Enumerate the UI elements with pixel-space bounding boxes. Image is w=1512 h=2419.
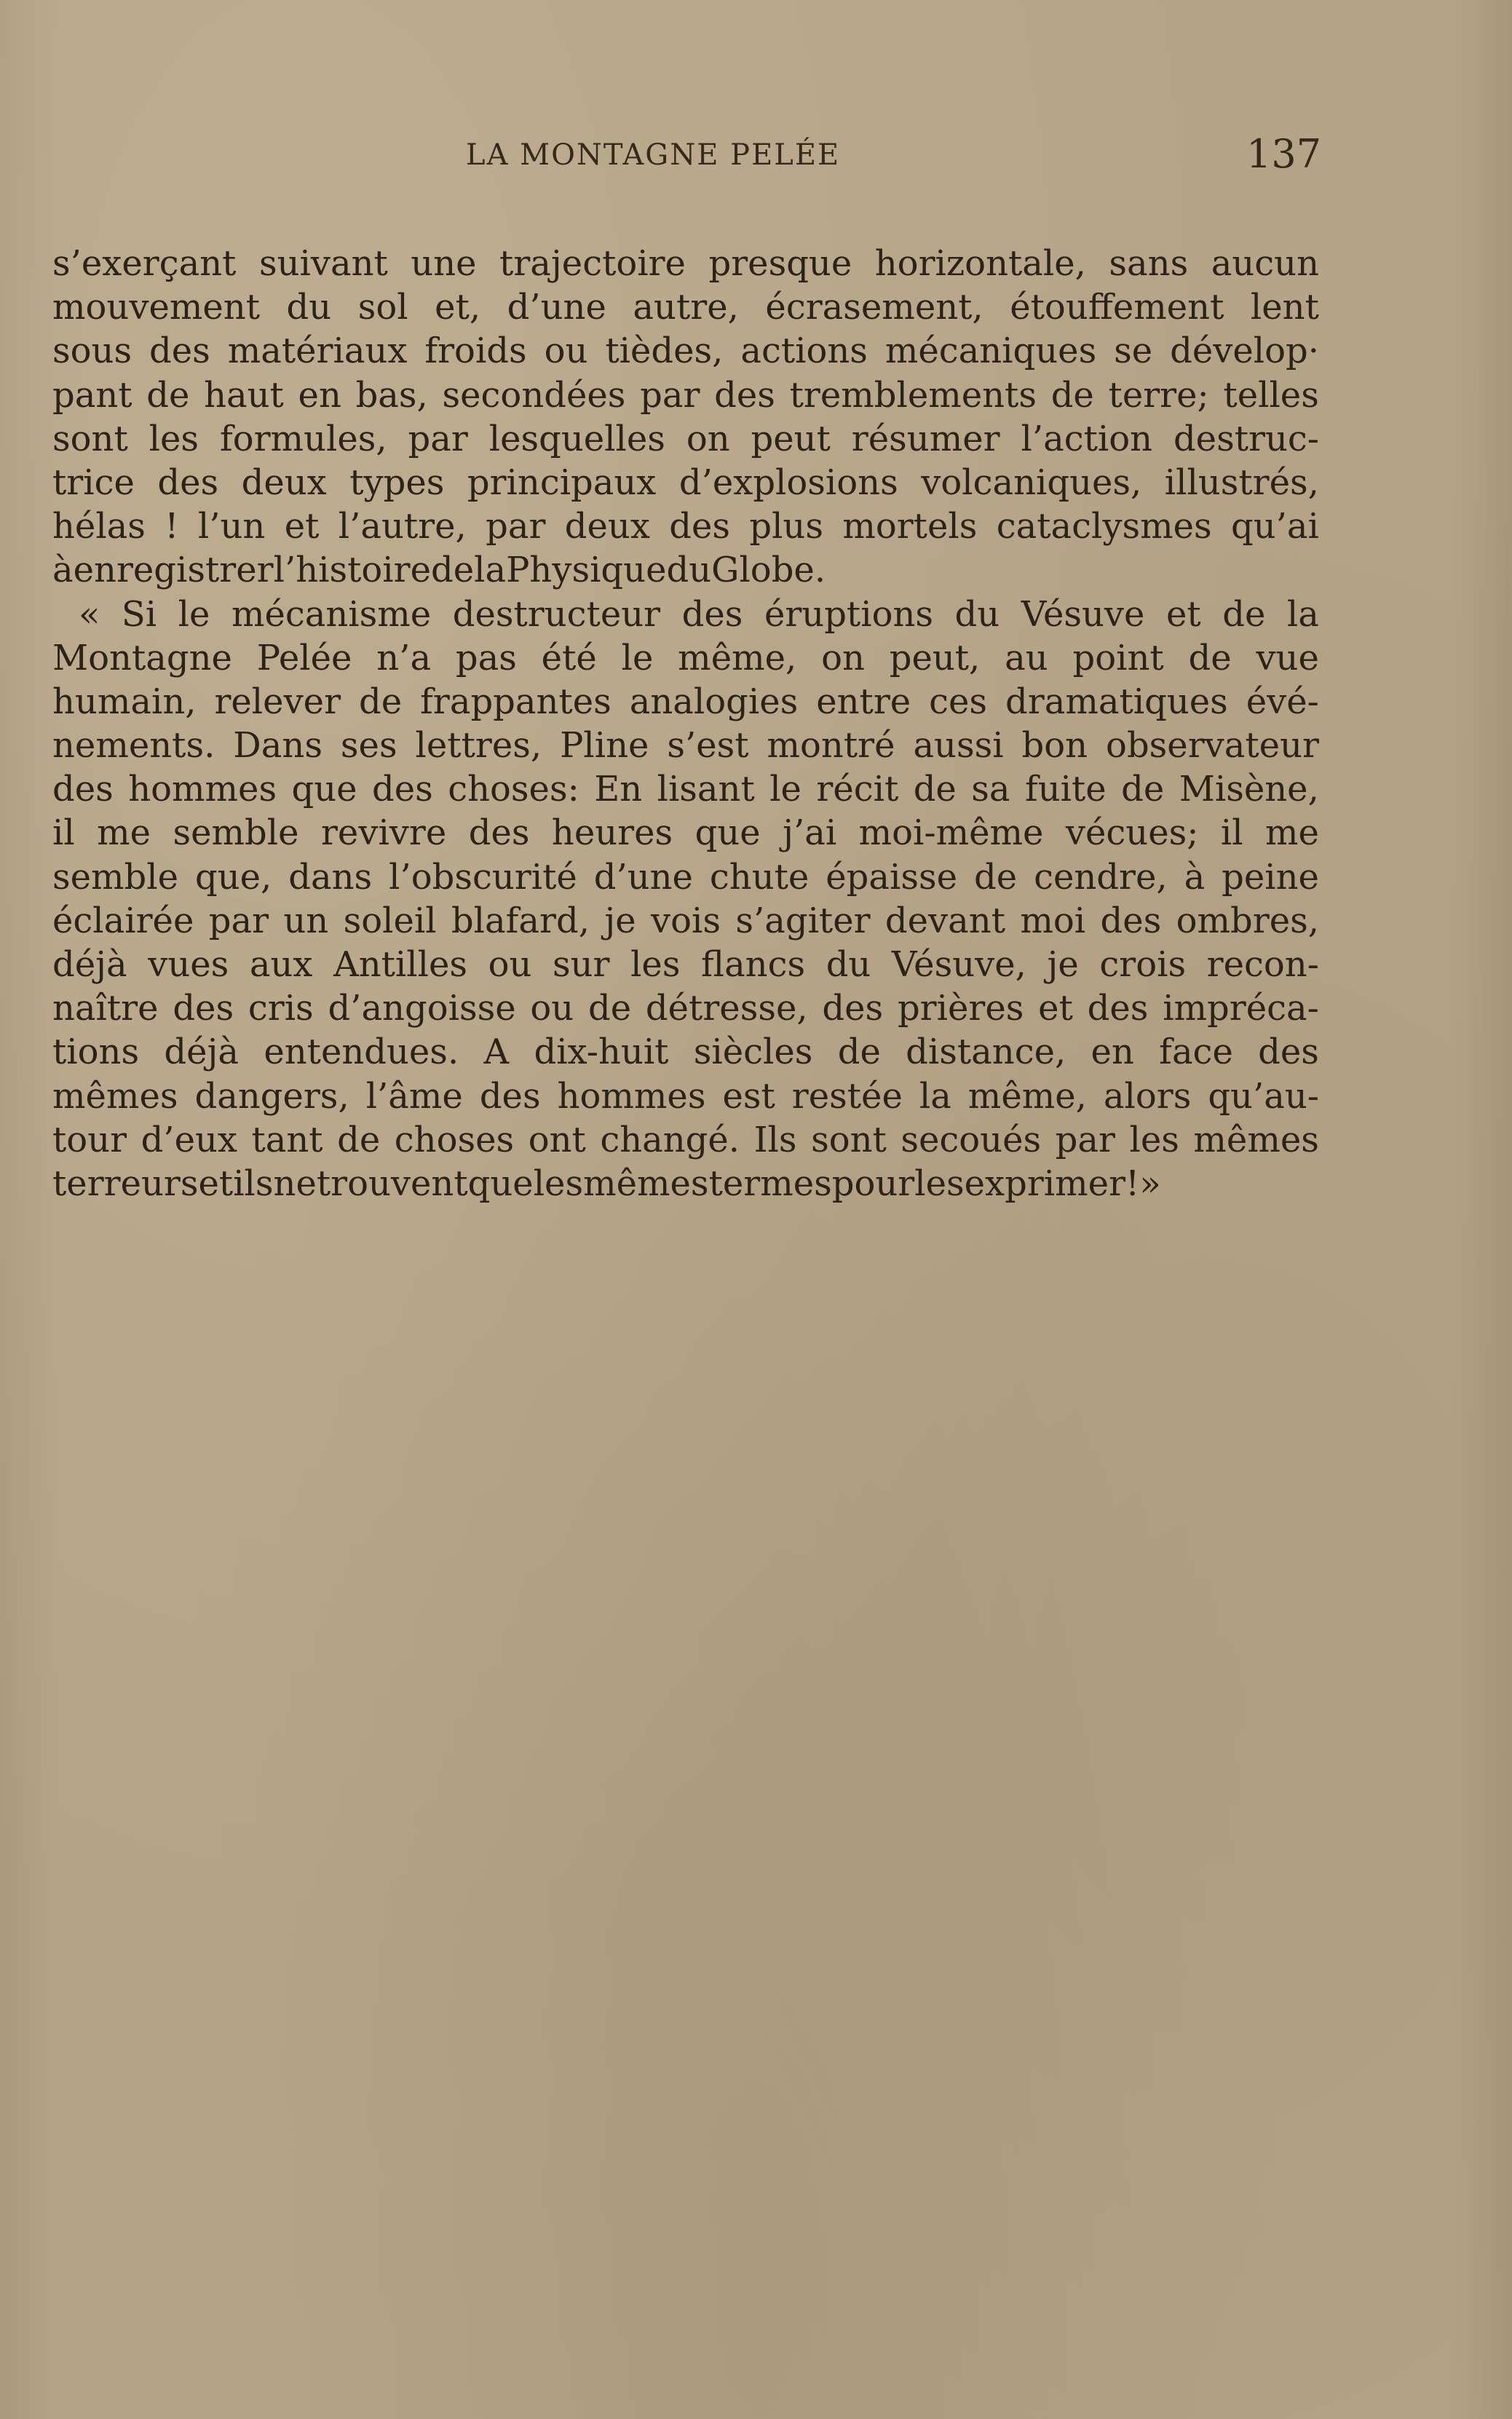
word: plus [749,506,823,547]
word: » [1139,1163,1161,1204]
word: dangers, [194,1075,349,1117]
word: j’ai [783,812,837,854]
word: par [208,900,269,941]
text-line [52,285,1319,329]
text-line [52,943,1319,986]
word: entendues. [264,1032,459,1073]
word: des [372,769,433,810]
word: tièdes, [605,330,724,372]
word: mêmes [583,1163,709,1204]
word: les [630,944,681,985]
word: de [1222,593,1266,635]
word: ne [273,1163,317,1204]
word: autre, [633,287,739,328]
word: et [198,1163,234,1204]
text-line [52,767,1319,811]
text-line [52,593,1319,636]
word: mêmes [1193,1119,1319,1160]
word: pas [455,637,517,678]
word: pour [831,1163,915,1204]
word: recon- [1206,944,1319,985]
word: dix-huit [534,1032,669,1073]
word: restée [791,1075,903,1117]
word: l’un [197,506,266,547]
word: relever [214,681,341,722]
word: Montagne [52,637,232,678]
word: hommes [128,769,277,810]
word: Vésuve [1021,593,1145,635]
word: épaisse [826,856,958,898]
word: des [822,988,884,1029]
word: été [541,637,597,678]
word: choses: [448,769,579,810]
word: choses [394,1119,515,1160]
word: résumer [851,418,1000,459]
word: cataclysmes [996,506,1212,547]
word: ! [165,506,179,547]
word: des [669,506,730,547]
word: En [594,769,643,810]
running-title: LA MONTAGNE PELÉE [466,138,841,172]
word: de [1188,637,1232,678]
word: humain, [52,681,197,722]
word: des [157,462,219,503]
word: du [826,944,871,985]
word: de [913,769,957,810]
word: n’a [376,637,432,678]
word: formules, [219,418,387,459]
word: en [1091,1032,1134,1073]
word: soleil [343,900,437,941]
word: à [1184,856,1206,898]
word: aucun [1211,243,1319,284]
word: prières [897,988,1024,1029]
word: sans [1109,243,1189,284]
word: le [621,637,654,678]
word: les [149,418,199,459]
word: froids [424,330,527,372]
word: la [1286,593,1319,635]
word: ou [544,330,588,372]
word: ces [929,681,988,722]
word: et [284,506,320,547]
word: du [954,593,1000,635]
word: frappantes [420,681,611,722]
word: montré [767,725,895,767]
word: des [149,330,210,372]
word: blafard, [451,900,590,941]
word: vécues; [1065,812,1199,854]
word: lettres, [415,725,542,767]
word: moi-même [858,812,1044,854]
word: moi [1020,900,1086,941]
word: de [837,1032,881,1073]
word: telles [1223,374,1319,416]
text-line [52,242,1319,285]
word: flancs [701,944,806,985]
word: et, [435,287,481,328]
word: lesquelles [488,418,665,459]
word: destructeur [452,593,661,635]
word: observateur [1106,725,1319,767]
word: l’obscurité [389,856,577,898]
word: Vésuve, [891,944,1026,985]
word: d’explosions [678,462,898,503]
word: mécanisme [231,593,432,635]
word: sol [357,287,408,328]
word: vues [148,944,229,985]
word: étouffement [1010,287,1224,328]
word: ses [340,725,397,767]
word: la [919,1075,951,1117]
word: de [1050,374,1094,416]
text-line [52,1074,1319,1118]
word: bas, [355,374,428,416]
word: est [722,1075,775,1117]
word: tremblements [789,374,1037,416]
word: par [486,506,546,547]
word: terreurs [52,1163,199,1204]
word: me [97,812,151,854]
word: du [286,287,332,328]
word: hommes [557,1075,706,1117]
word: vois [650,900,721,941]
word: la [474,550,507,591]
word: analogies [629,681,799,722]
word: d’angoisse [328,988,516,1029]
word: évé- [1246,681,1319,722]
word: Antilles [333,944,468,985]
word: ou [488,944,532,985]
word: illustrés, [1164,462,1319,503]
word: au [1005,637,1048,678]
text-line [52,899,1319,943]
word: on [821,637,865,678]
word: qu’ai [1231,506,1319,547]
word: secoués [901,1119,1042,1160]
word: tour [52,1119,127,1160]
word: un [283,900,329,941]
word: des [52,769,114,810]
word: sont [52,418,128,459]
word: sous [52,330,132,372]
word: entre [816,681,911,722]
word: éclairée [52,900,194,941]
word: cris [248,988,314,1029]
word: Dans [233,725,322,767]
word: devant [884,900,1005,941]
word: alors [1103,1075,1192,1117]
word: d’eux [140,1119,237,1160]
word: l’action [1021,418,1153,459]
word: A [483,1032,510,1073]
word: tant [251,1119,323,1160]
word: secondées [442,374,626,416]
word: des [173,988,234,1029]
word: s’agiter [735,900,871,941]
word: dramatiques [1005,681,1228,722]
word: éruptions [764,593,934,635]
word: se [1114,330,1153,372]
word: trice [52,462,135,503]
word: ombres, [1176,900,1319,941]
word: mortels [842,506,978,547]
word: dévelop· [1170,330,1319,372]
word: Si [121,593,157,635]
word: les [533,1163,584,1204]
word: de [1121,769,1165,810]
word: haut [204,374,284,416]
text-line [52,373,1319,417]
word: et [1165,593,1201,635]
word: suivant [258,243,388,284]
word: en [298,374,341,416]
word: de [359,681,403,722]
word: l’autre, [338,506,467,547]
body-text [52,242,1319,1205]
text-line [52,986,1319,1030]
word: lisant [657,769,755,810]
page-number: 137 [1246,131,1322,177]
word: ! [1125,1163,1140,1204]
word: semble [52,856,179,898]
text-line [52,1118,1319,1162]
word: des [1100,900,1162,941]
word: matériaux [227,330,408,372]
word: qu’au- [1208,1075,1319,1117]
word: Ils [753,1119,797,1160]
word: tions [52,1032,140,1073]
word: par [408,418,468,459]
word: les [914,1163,965,1204]
word: le [178,593,210,635]
word: que, [195,856,272,898]
text-line [52,1162,1319,1205]
word: de [588,988,632,1029]
word: même, [678,637,797,678]
word: de [146,374,190,416]
word: hélas [52,506,146,547]
word: sont [811,1119,887,1160]
word: on [686,418,730,459]
text-line [52,855,1319,899]
word: à [52,550,74,591]
word: sa [971,769,1010,810]
word: Misène, [1179,769,1319,810]
word: Pelée [256,637,352,678]
word: d’une [593,856,693,898]
word: le [769,769,801,810]
word: de [431,550,475,591]
text-line [52,724,1319,767]
word: me [1264,812,1319,854]
text-line [52,636,1319,680]
word: sur [553,944,610,985]
word: des [1087,988,1149,1029]
word: horizontale, [874,243,1086,284]
word: des [681,593,743,635]
word: aussi [913,725,1004,767]
word: mêmes [52,1075,178,1117]
word: écrasement, [765,287,983,328]
word: enregistrer [73,550,274,591]
word: peut, [889,637,981,678]
word: par [640,374,700,416]
word: deux [241,462,327,503]
word: bon [1021,725,1088,767]
word: trajectoire [499,243,686,284]
word: ils [233,1163,274,1204]
text-line [52,680,1319,724]
word: cendre, [1034,856,1168,898]
word: il [1220,812,1243,854]
word: vue [1256,637,1319,678]
word: crois [1099,944,1187,985]
word: mécaniques [884,330,1097,372]
word: s’est [667,725,749,767]
word: il [52,812,75,854]
word: et [1038,988,1073,1029]
word: par [1055,1119,1115,1160]
word: destruc- [1173,418,1319,459]
word: naître [52,988,159,1029]
word: Physique [506,550,667,591]
word: l’histoire [273,550,431,591]
word: peine [1222,856,1319,898]
word: distance, [906,1032,1066,1073]
word: même, [967,1075,1087,1117]
word: siècles [693,1032,813,1073]
word: presque [708,243,852,284]
word: de [973,856,1018,898]
word: déjà [164,1032,240,1073]
word: types [349,462,445,503]
word: pant [52,374,132,416]
word: impréca- [1163,988,1319,1029]
word: détresse, [645,988,808,1029]
word: face [1159,1032,1233,1073]
word: Globe. [711,550,826,591]
word: terre; [1108,374,1209,416]
word: les [1129,1119,1179,1160]
word: semble [173,812,299,854]
word: mouvement [52,287,260,328]
word: je [604,900,636,941]
word: heures [551,812,673,854]
text-line [52,417,1319,461]
word: changé. [600,1119,740,1160]
word: dans [288,856,373,898]
word: nements. [52,725,215,767]
word: s’exerçant [52,243,237,284]
word: récit [816,769,899,810]
word: des [1258,1032,1319,1073]
word: fuite [1024,769,1107,810]
word: principaux [467,462,657,503]
word: de [337,1119,381,1160]
word: termes [708,1163,832,1204]
word: ont [528,1119,586,1160]
text-line [52,504,1319,548]
word: déjà [52,944,127,985]
word: revivre [320,812,447,854]
word: que [291,769,357,810]
word: des [479,1075,541,1117]
word: deux [564,506,650,547]
text-line [52,548,1319,592]
word: d’une [507,287,606,328]
word: aux [249,944,313,985]
word: trouvent [316,1163,468,1204]
word: actions [740,330,868,372]
text-line [52,811,1319,855]
word: que [694,812,761,854]
word: une [411,243,477,284]
word: exprimer [964,1163,1126,1204]
text-line [52,1030,1319,1074]
word: chute [709,856,810,898]
word: point [1072,637,1164,678]
word: ou [530,988,574,1029]
word: volcaniques, [921,462,1142,503]
word: lent [1250,287,1319,328]
text-line [52,329,1319,373]
word: du [666,550,712,591]
word: que [467,1163,534,1204]
word: je [1047,944,1079,985]
word: peut [751,418,831,459]
text-line [52,461,1319,504]
word: l’âme [365,1075,463,1117]
word: des [714,374,775,416]
word: Pline [560,725,649,767]
word: des [468,812,530,854]
word: « [79,593,100,635]
